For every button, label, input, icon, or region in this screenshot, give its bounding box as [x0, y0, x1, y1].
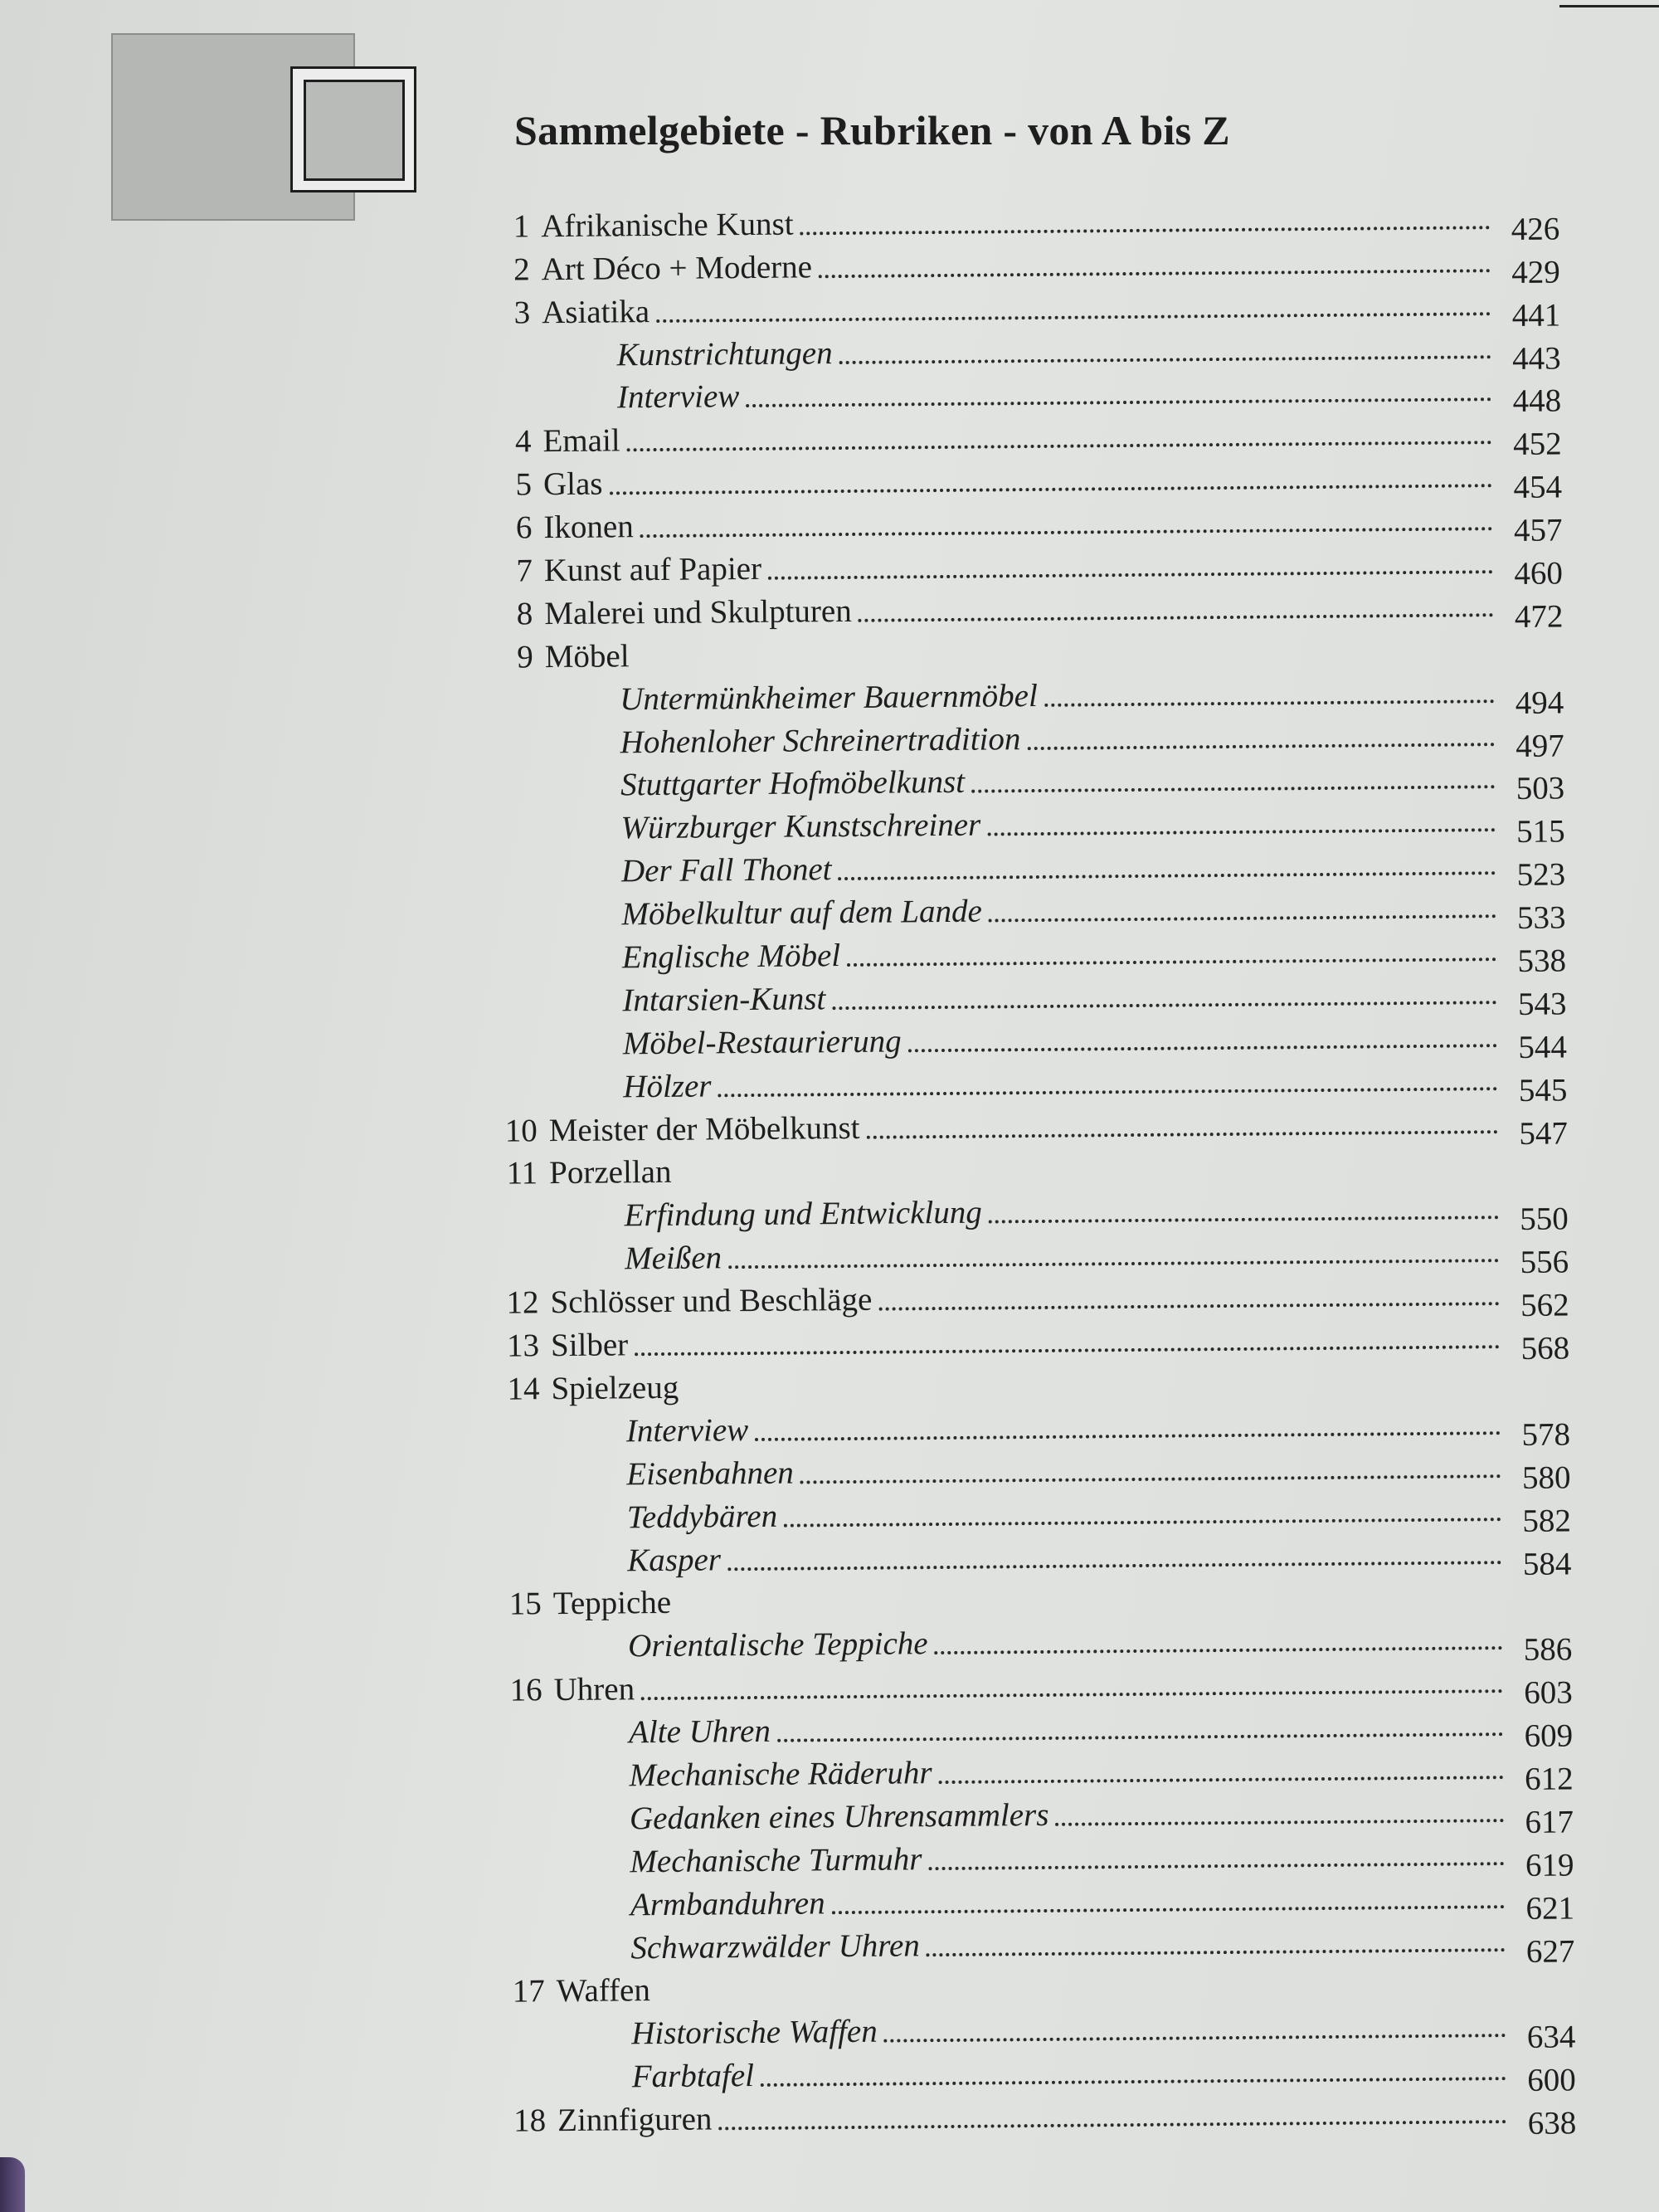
toc-page-number: 443 — [1511, 340, 1561, 377]
toc-entry-number: 12 — [506, 1284, 539, 1321]
toc-entry-number: 9 — [517, 639, 533, 675]
toc-entry-number: 1 — [513, 208, 530, 245]
dot-leader — [832, 1905, 1505, 1914]
toc-page-number: 621 — [1525, 1890, 1575, 1927]
dot-leader — [640, 527, 1493, 538]
toc-entry-number: 11 — [506, 1155, 538, 1192]
toc-entry-number: 15 — [508, 1586, 542, 1622]
toc-page-number: 429 — [1511, 254, 1560, 290]
dot-leader — [839, 871, 1496, 880]
toc-page-number: 584 — [1522, 1545, 1572, 1582]
toc-entry-title: Art Déco + Moderne — [541, 249, 813, 287]
dot-leader — [884, 2034, 1506, 2043]
toc-entry-number: 6 — [515, 509, 533, 546]
dot-leader — [746, 398, 1491, 408]
toc-entry-number: 3 — [513, 294, 531, 331]
toc-page-number: 580 — [1521, 1459, 1571, 1496]
dot-leader — [859, 613, 1494, 622]
toc-entry-number: 2 — [513, 251, 530, 288]
dot-leader — [679, 1177, 1499, 1184]
page-title: Sammelgebiete - Rubriken - von A bis Z — [514, 107, 1230, 153]
toc-page-number: 600 — [1527, 2062, 1576, 2099]
toc-entry-title: Eisenbahnen — [626, 1454, 795, 1493]
dot-leader — [878, 1302, 1499, 1311]
toc-entry-title: Asiatika — [541, 293, 650, 330]
toc-page-number: 568 — [1520, 1330, 1570, 1367]
dot-leader — [657, 1995, 1506, 2002]
toc-entry-title: Stuttgarter Hofmöbelkunst — [620, 764, 966, 803]
toc-page-number: 578 — [1521, 1416, 1571, 1453]
toc-entry-title: Englische Möbel — [621, 938, 841, 976]
dot-leader — [819, 269, 1491, 278]
dot-leader — [610, 484, 1492, 495]
toc-entry-title: Untermünkheimer Bauernmöbel — [620, 677, 1039, 718]
toc-page-number: 612 — [1524, 1761, 1574, 1797]
toc-entry-number: 14 — [507, 1371, 540, 1407]
toc-entry-title: Farbtafel — [631, 2058, 755, 2095]
dot-leader — [939, 1776, 1504, 1784]
dot-leader — [635, 1345, 1500, 1356]
toc-entry-title: Historische Waffen — [631, 2014, 878, 2052]
toc-entry-title: Mechanische Räderuhr — [629, 1755, 932, 1794]
dot-leader — [929, 1862, 1505, 1870]
dot-leader — [832, 1001, 1496, 1010]
dot-leader — [627, 441, 1492, 452]
dot-leader — [761, 2077, 1506, 2087]
toc-entry-title: Silber — [550, 1327, 629, 1364]
toc-page-number: 441 — [1511, 297, 1561, 334]
toc-page-number: 497 — [1515, 728, 1564, 764]
dot-leader — [989, 1216, 1499, 1224]
table-of-contents — [465, 193, 1576, 2141]
dot-leader — [989, 914, 1496, 922]
toc-page-number: 448 — [1512, 382, 1562, 420]
toc-page-number: 617 — [1525, 1804, 1574, 1840]
decorative-frame-inner — [304, 80, 405, 181]
toc-entry-title: Intarsien-Kunst — [622, 981, 826, 1019]
toc-page-number: 460 — [1514, 555, 1564, 592]
dot-leader — [839, 355, 1491, 364]
toc-page-number: 638 — [1527, 2105, 1577, 2141]
toc-entry-title: Mechanische Turmuhr — [630, 1840, 922, 1880]
toc-entry-title: Malerei und Skulpturen — [544, 592, 852, 632]
toc-entry-title: Glas — [542, 465, 603, 503]
dot-leader — [800, 1474, 1501, 1484]
toc-entry-title: Zinnfiguren — [557, 2101, 713, 2139]
toc-entry-title: Erfindung und Entwicklung — [624, 1194, 982, 1234]
toc-page-number: 452 — [1512, 426, 1562, 463]
corner-rule — [1559, 5, 1659, 7]
dot-leader — [800, 226, 1491, 235]
dot-leader — [656, 312, 1491, 323]
toc-entry-title: Der Fall Thonet — [620, 851, 832, 889]
toc-entry-number: 10 — [504, 1112, 538, 1149]
toc-entry-title: Teppiche — [552, 1585, 672, 1622]
toc-entry-title: Schlösser und Beschläge — [550, 1281, 873, 1321]
toc-entry-number: 13 — [506, 1328, 540, 1364]
toc-entry-title: Spielzeug — [551, 1369, 679, 1407]
dot-leader — [1056, 1819, 1505, 1826]
dot-leader — [727, 1561, 1501, 1571]
dot-leader — [728, 1259, 1499, 1269]
toc-page-number: 586 — [1523, 1631, 1573, 1669]
toc-page-number: 545 — [1518, 1072, 1568, 1108]
toc-entry-title: Kunstrichtungen — [616, 334, 833, 373]
dot-leader — [641, 1689, 1503, 1700]
dot-leader — [784, 1518, 1501, 1527]
toc-entry-number: 5 — [515, 466, 533, 503]
toc-page-number: 472 — [1514, 598, 1564, 635]
dot-leader — [678, 1607, 1502, 1615]
toc-page-number: 609 — [1524, 1717, 1574, 1754]
toc-entry-title: Meißen — [624, 1240, 722, 1277]
toc-page-number: 503 — [1515, 770, 1565, 807]
toc-entry-title: Schwarzwälder Uhren — [630, 1927, 920, 1966]
toc-entry-title: Armbanduhren — [630, 1884, 825, 1922]
toc-entry-title: Hohenloher Schreinertradition — [620, 720, 1021, 760]
toc-entry-title: Gedanken eines Uhrensammlers — [629, 1796, 1049, 1837]
toc-page-number: 547 — [1519, 1115, 1569, 1152]
toc-entry-title: Afrikanische Kunst — [541, 206, 794, 245]
toc-entry-title: Orientalische Teppiche — [627, 1625, 928, 1664]
toc-entry-title: Porzellan — [549, 1154, 672, 1191]
toc-entry-title: Kunst auf Papier — [543, 550, 762, 589]
dot-leader — [908, 1044, 1497, 1052]
toc-entry-title: Alte Uhren — [628, 1713, 771, 1751]
toc-entry-title: Hölzer — [623, 1068, 712, 1105]
dot-leader — [987, 829, 1495, 836]
toc-entry-title: Interview — [616, 378, 740, 416]
toc-entry-number: 8 — [516, 596, 533, 632]
toc-page-number: 619 — [1525, 1847, 1574, 1883]
toc-entry-number: 7 — [516, 553, 533, 589]
toc-page-number: 634 — [1526, 2019, 1576, 2056]
toc-page-number: 426 — [1511, 211, 1560, 247]
dot-leader — [719, 2120, 1507, 2130]
toc-entry-title: Email — [542, 422, 620, 460]
toc-entry-title: Uhren — [553, 1671, 635, 1708]
toc-page-number: 523 — [1516, 856, 1566, 894]
toc-entry-title: Kasper — [627, 1541, 722, 1578]
toc-page-number: 544 — [1518, 1029, 1568, 1065]
toc-entry-title: Möbelkultur auf dem Lande — [621, 893, 983, 933]
dot-leader — [971, 786, 1495, 794]
dot-leader — [1044, 699, 1494, 707]
toc-page-number: 562 — [1520, 1287, 1569, 1324]
toc-page-number: 533 — [1516, 899, 1566, 937]
toc-page-number: 582 — [1522, 1503, 1572, 1539]
toc-page-number: 603 — [1524, 1674, 1573, 1712]
toc-page-number: 494 — [1515, 685, 1564, 721]
toc-page-number: 538 — [1517, 943, 1567, 979]
toc-entry-number: 4 — [514, 423, 532, 460]
dot-leader — [927, 1948, 1506, 1956]
toc-entry-title: Interview — [625, 1411, 749, 1449]
toc-entry-title: Möbel — [544, 638, 630, 675]
toc-entry-title: Teddybären — [626, 1498, 778, 1535]
toc-entry-title: Würzburger Kunstschreiner — [620, 806, 981, 846]
toc-page-number: 543 — [1517, 986, 1567, 1022]
toc-entry-title: Möbel-Restaurierung — [622, 1023, 902, 1062]
dot-leader — [768, 570, 1493, 580]
toc-entry-title: Ikonen — [543, 509, 634, 546]
toc-page-number: 457 — [1513, 512, 1563, 549]
dot-leader — [867, 1130, 1498, 1139]
dot-leader — [718, 1087, 1498, 1097]
toc-page-number: 627 — [1525, 1932, 1575, 1970]
dot-leader — [685, 1391, 1500, 1399]
dot-leader — [755, 1431, 1501, 1441]
toc-page-number: 556 — [1520, 1244, 1569, 1281]
dot-leader — [935, 1646, 1503, 1654]
toc-entry-number: 16 — [509, 1672, 542, 1708]
toc-page-number: 550 — [1520, 1201, 1569, 1238]
toc-entry-number: 18 — [513, 2102, 547, 2139]
toc-entry-number: 17 — [512, 1973, 545, 2010]
toc-entry-title: Meister der Möbelkunst — [548, 1109, 860, 1148]
book-spine-edge — [0, 2157, 25, 2212]
dot-leader — [636, 660, 1494, 667]
toc-page-number: 515 — [1515, 813, 1565, 850]
toc-entry-title: Waffen — [556, 1972, 651, 2010]
dot-leader — [1027, 743, 1494, 750]
dot-leader — [777, 1732, 1503, 1742]
toc-page-number: 454 — [1513, 469, 1563, 506]
dot-leader — [847, 957, 1496, 967]
